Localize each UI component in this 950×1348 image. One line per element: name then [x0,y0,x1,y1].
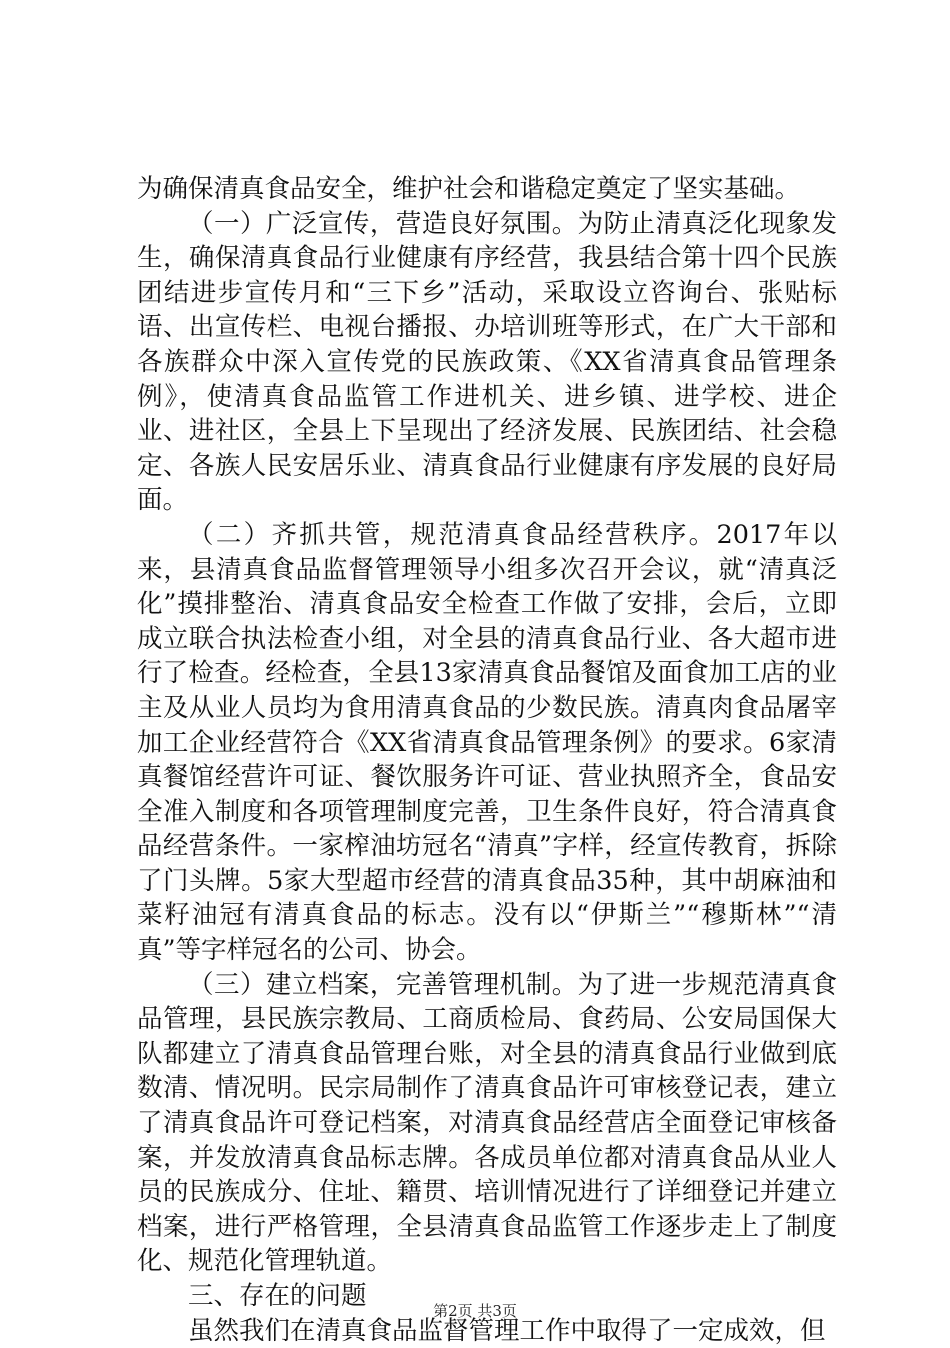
section-heading-problems: 三、存在的问题 [188,1281,367,1311]
paragraph-publicity: （一）广泛宣传，营造良好氛围。为防止清真泛化现象发生，确保清真食品行业健康有序经营，我县结合第十四个民族团结进步宣传月和“三下乡”活动，采取设立咨询台、张贴标语、出宣传栏、电视台播报、办培训班等形式，在广大干部和各族群众中深入宣传党的民族政策、《XX省清真食品管理条例》，使清真食品监管工作进机关、进乡镇、进学校、进企业、进社区，全县上下呈现出了经济发展、民族团结、社会稳定、各族人民安居乐业、清真食品行业健康有序发展的良好局面。 [137,208,837,516]
paragraph-joint-management: （二）齐抓共管，规范清真食品经营秩序。2017年以来，县清真食品监督管理领导小组多次召开会议，就“清真泛化”摸排整治、清真食品安全检查工作做了安排，会后，立即成立联合执法检查小组，对全县的清真食品行业、各大超市进行了检查。经检查，全县13家清真食品餐馆及面食加工店的业主及从业人员均为食用清真食品的少数民族。清真肉食品屠宰加工企业经营符合《XX省清真食品管理条例》的要求。6家清真餐馆经营许可证、餐饮服务许可证、营业执照齐全，食品安全准入制度和各项管理制度完善，卫生条件良好，符合清真食品经营条件。一家榨油坊冠名“清真”字样，经宣传教育，拆除了门头牌。5家大型超市经营的清真食品35种，其中胡麻油和菜籽油冠有清真食品的标志。没有以“伊斯兰”“穆斯林”“清真”等字样冠名的公司、协会。 [137,519,837,966]
page-footer: 第2页 共3页 [433,1302,517,1320]
paragraph-problems-intro: 虽然我们在清真食品监督管理工作中取得了一定成效，但 [188,1315,826,1346]
paragraph-continuation: 为确保清真食品安全，维护社会和谐稳定奠定了坚实基础。 [137,174,801,204]
document-body [137,172,837,1348]
paragraph-archives: （三）建立档案，完善管理机制。为了进一步规范清真食品管理，县民族宗教局、工商质检局、食药局、公安局国保大队都建立了清真食品管理台账，对全县的清真食品行业做到底数清、情况明。民宗局制作了清真食品许可审核登记表，建立了清真食品许可登记档案，对清真食品经营店全面登记审核备案，并发放清真食品标志牌。各成员单位都对清真食品从业人员的民族成分、住址、籍贯、培训情况进行了详细登记并建立档案，进行严格管理，全县清真食品监管工作逐步走上了制度化、规范化管理轨道。 [137,969,837,1277]
